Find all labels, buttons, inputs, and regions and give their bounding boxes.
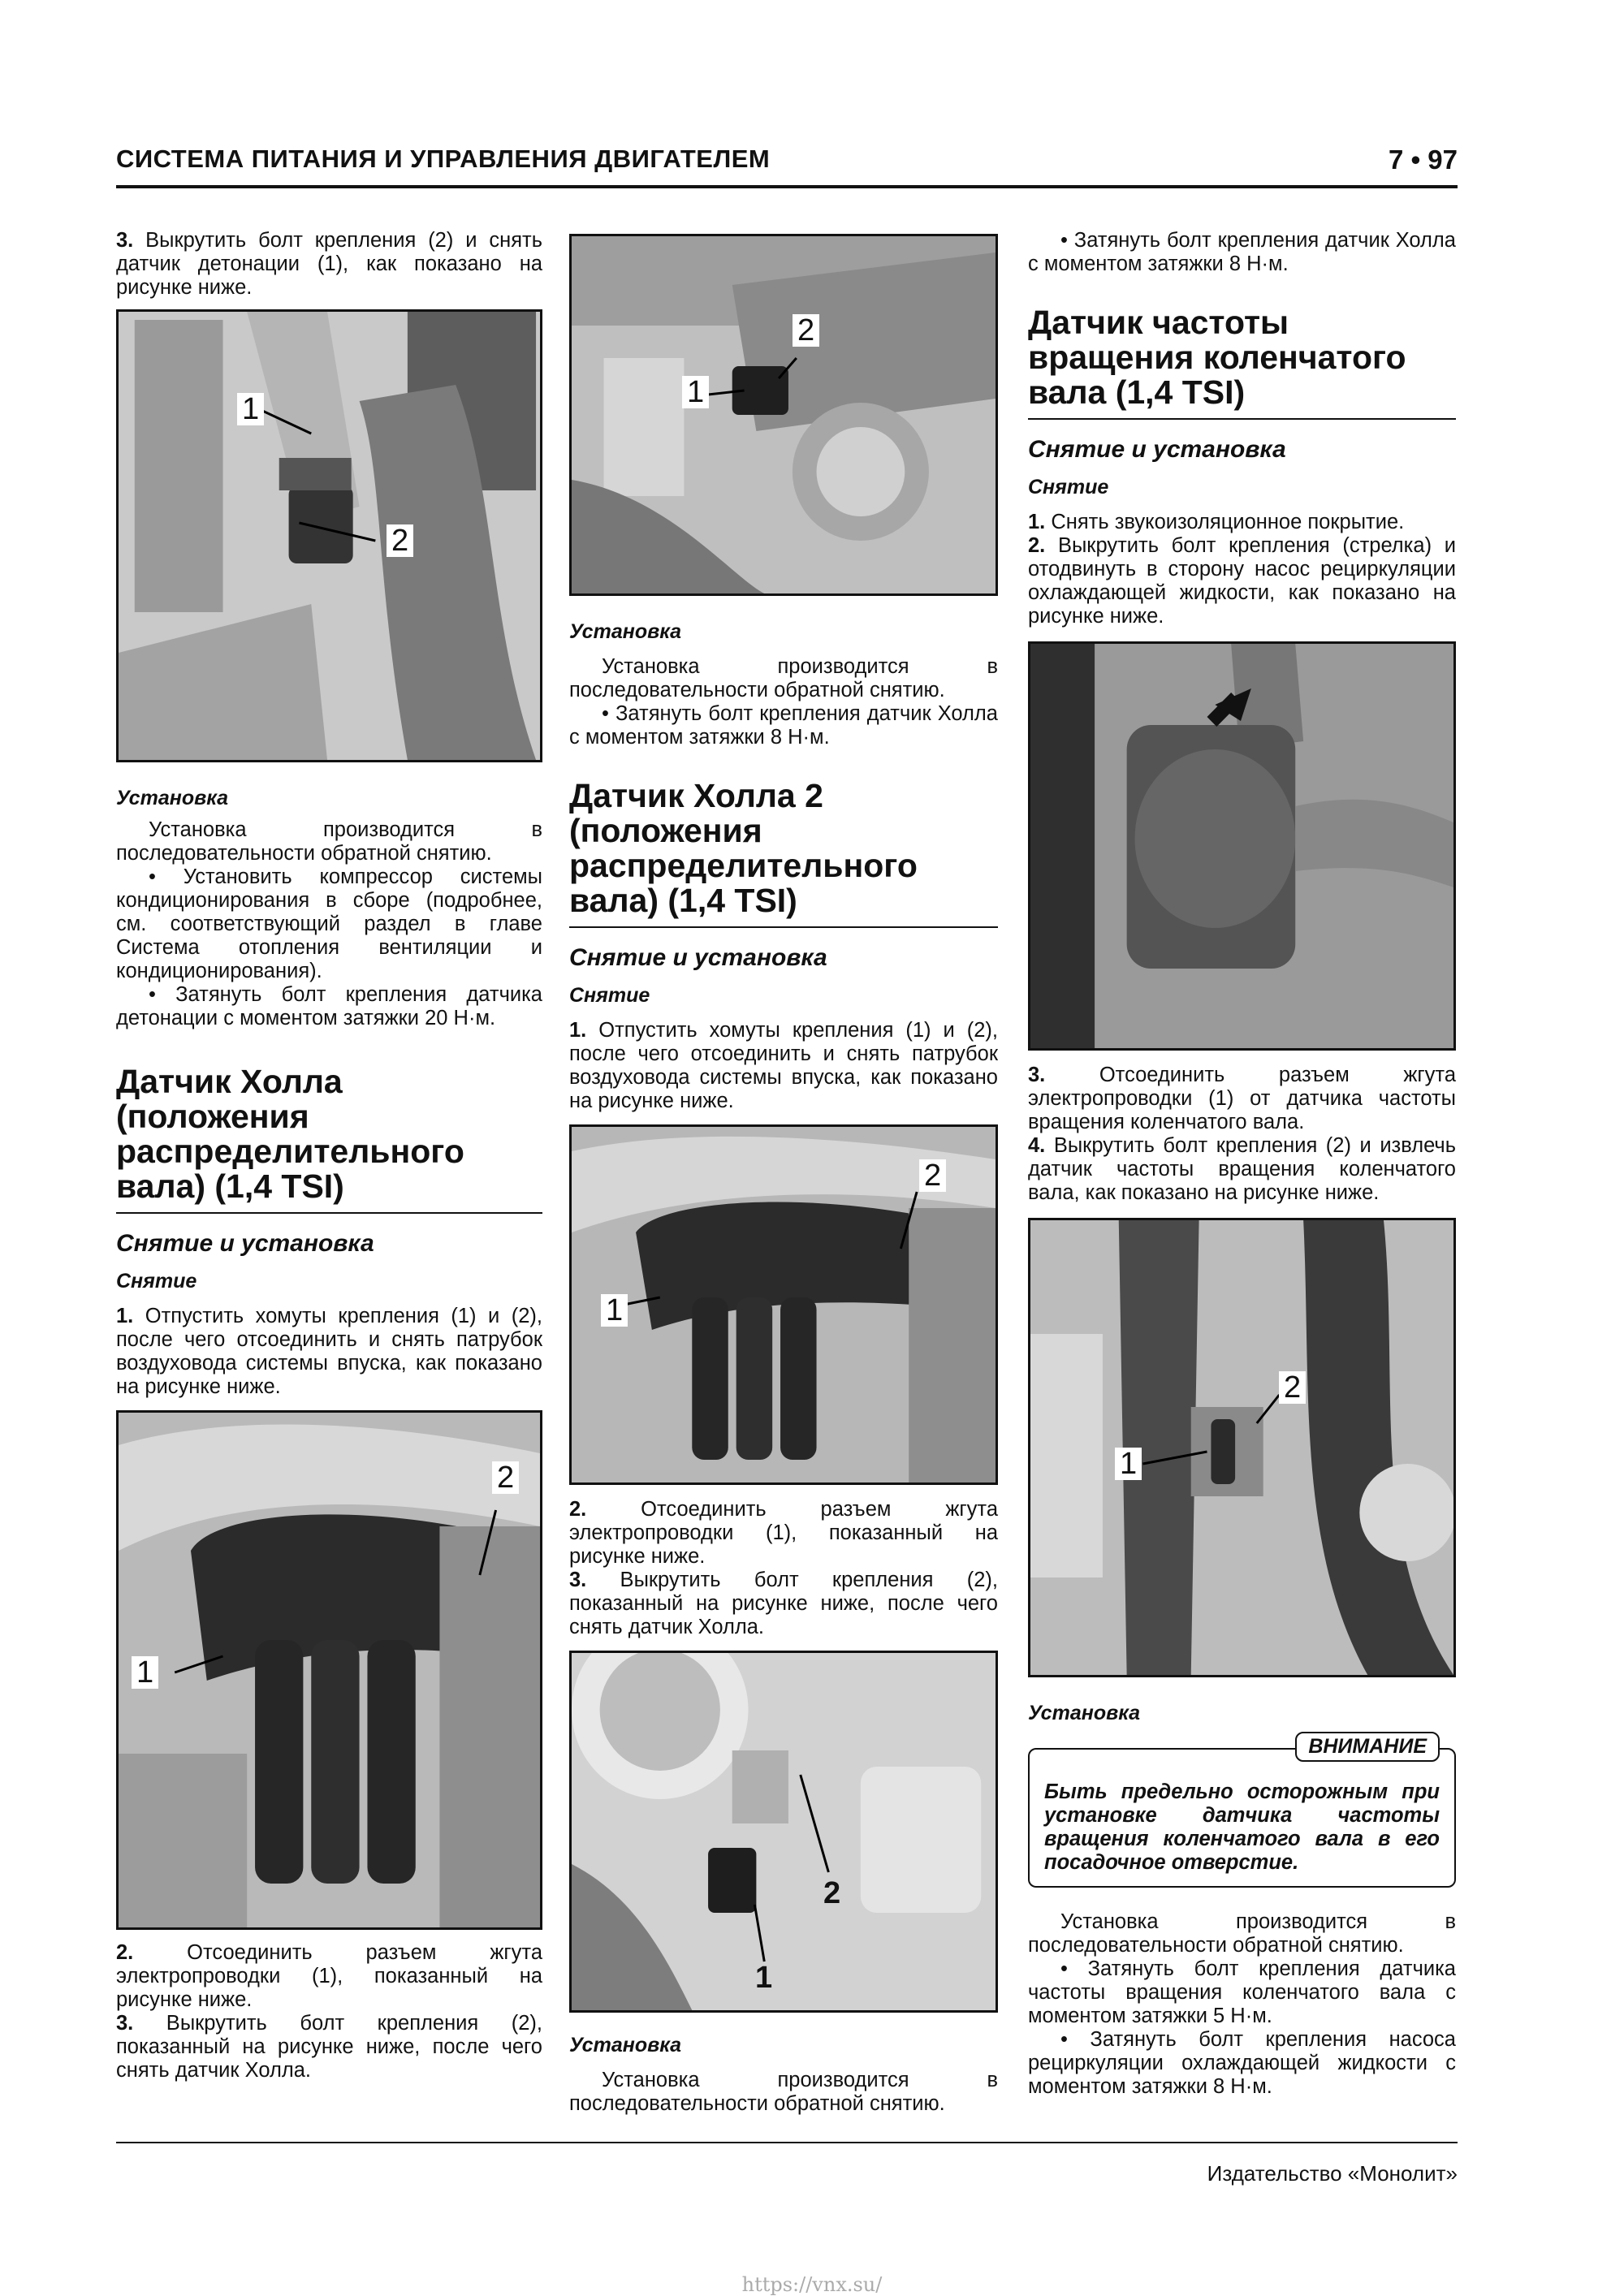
section-title: Датчик Холла (положения распределительного вала) (1,4 TSI) [116, 1064, 542, 1214]
subsection-title: Снятие и установка [569, 944, 827, 971]
callout-1: 1 [682, 376, 709, 408]
section-title: Датчик Холла 2 (положения распределительного вала) (1,4 TSI) [569, 779, 998, 928]
step-2: 2. Отсоединить разъем жгута электропроводки (1), показанный на рисунке ниже. [116, 1941, 542, 2011]
install-bullet: • Затянуть болт крепления насоса рециркуляции охлаждающей жидкости с моментом затяжки 8 Н·м. [1028, 2028, 1456, 2098]
column-middle [569, 234, 998, 2116]
callout-2: 2 [823, 1876, 841, 1910]
install-bullet: • Затянуть болт крепления датчик Холла с моментом затяжки 8 Н·м. [1028, 229, 1456, 275]
callout-1: 1 [601, 1294, 628, 1327]
install-heading: Установка [116, 787, 229, 809]
subsection-title: Снятие и установка [1028, 436, 1286, 463]
step-3: 3. Отсоединить разъем жгута электропроводки (1) от датчика частоты вращения коленчатого вала. [1028, 1064, 1456, 1133]
install-heading: Установка [569, 620, 682, 643]
step-knock-sensor: 3. Выкрутить болт крепления (2) и снять датчик детонации (1), как показано на рисунке ниже. [116, 229, 542, 299]
step-2: 2. Отсоединить разъем жгута электропроводки (1), показанный на рисунке ниже. [569, 1498, 998, 1568]
callout-2: 2 [793, 314, 819, 347]
figure-air-duct [116, 1410, 542, 1930]
page-number: 7 • 97 [1389, 145, 1458, 175]
step-1: 1. Снять звукоизоляционное покрытие. [1028, 511, 1405, 533]
column-left [116, 229, 542, 2082]
step-2: 2. Выкрутить болт крепления (стрелка) и отодвинуть в сторону насос рециркуляции охлаждающей жидкости, как показано на рисунке ниже. [1028, 534, 1456, 628]
callout-1: 1 [132, 1656, 158, 1689]
step-3: 3. Выкрутить болт крепления (2), показанный на рисунке ниже, после чего снять датчик Холла. [116, 2012, 542, 2082]
figure-coolant-pump [1028, 641, 1456, 1051]
figure-hall-sensor [569, 234, 998, 596]
install-text: Установка производится в последовательности обратной снятию. [116, 818, 542, 865]
subsection-title: Снятие и установка [116, 1230, 374, 1257]
step-1: 1. Отпустить хомуты крепления (1) и (2), после чего отсоединить и снять патрубок воздуховода системы впуска, как показано на рисунке ниже. [569, 1019, 998, 1112]
callout-2: 2 [919, 1159, 946, 1192]
install-bullet: • Затянуть болт крепления датчик Холла с моментом затяжки 8 Н·м. [569, 702, 998, 749]
install-bullet: • Затянуть болт крепления датчика частоты вращения коленчатого вала с моментом затяжки 5 Н·м. [1028, 1957, 1456, 2027]
page-header [116, 145, 1458, 179]
column-right [1028, 229, 1456, 2099]
callout-1: 1 [1115, 1448, 1142, 1480]
callout-1: 1 [237, 393, 264, 425]
removal-heading: Снятие [116, 1270, 197, 1293]
section-title: Датчик частоты вращения коленчатого вала (1,4 TSI) [1028, 305, 1456, 420]
callout-1: 1 [755, 1961, 773, 1995]
install-bullet: • Установить компрессор системы кондиционирования в сборе (подробнее, см. соответствующий раздел в главе Система отопления вентиляции и кондиционирования). [116, 865, 542, 982]
step-1: 1. Отпустить хомуты крепления (1) и (2), после чего отсоединить и снять патрубок воздуховода системы впуска, как показано на рисунке ниже. [116, 1305, 542, 1398]
install-text: Установка производится в последовательности обратной снятию. [1028, 1910, 1456, 1957]
step-3: 3. Выкрутить болт крепления (2), показанный на рисунке ниже, после чего снять датчик Холла. [569, 1569, 998, 1638]
watermark-url: https://vnx.su/ [741, 2273, 883, 2296]
removal-heading: Снятие [569, 984, 650, 1007]
running-title: СИСТЕМА ПИТАНИЯ И УПРАВЛЕНИЯ ДВИГАТЕЛЕМ [116, 145, 771, 173]
warning-tag: ВНИМАНИЕ [1295, 1732, 1440, 1762]
callout-2: 2 [492, 1461, 519, 1494]
install-text: Установка производится в последовательности обратной снятию. [569, 655, 998, 701]
figure-air-duct-2 [569, 1124, 998, 1485]
callout-2: 2 [387, 524, 413, 557]
figure-hall-sensor-2 [569, 1651, 998, 2013]
figure-knock-sensor [116, 309, 542, 762]
footer-rule [116, 2142, 1458, 2143]
warning-box [1028, 1735, 1456, 1888]
publisher: Издательство «Монолит» [1207, 2161, 1458, 2186]
header-rule [116, 185, 1458, 188]
callout-2: 2 [1279, 1371, 1306, 1404]
install-bullet: • Затянуть болт крепления датчика детонации с моментом затяжки 20 Н·м. [116, 983, 542, 1029]
install-text: Установка производится в последовательности обратной снятию. [569, 2069, 998, 2115]
step-4: 4. Выкрутить болт крепления (2) и извлечь датчик частоты вращения коленчатого вала, как показано на рисунке ниже. [1028, 1134, 1456, 1204]
removal-heading: Снятие [1028, 476, 1109, 498]
install-heading: Установка [569, 2034, 682, 2056]
figure-crank-sensor [1028, 1218, 1456, 1677]
warning-text: Быть предельно осторожным при установке датчика частоты вращения коленчатого вала в его посадочное отверстие. [1044, 1780, 1440, 1874]
install-heading: Установка [1028, 1702, 1141, 1724]
